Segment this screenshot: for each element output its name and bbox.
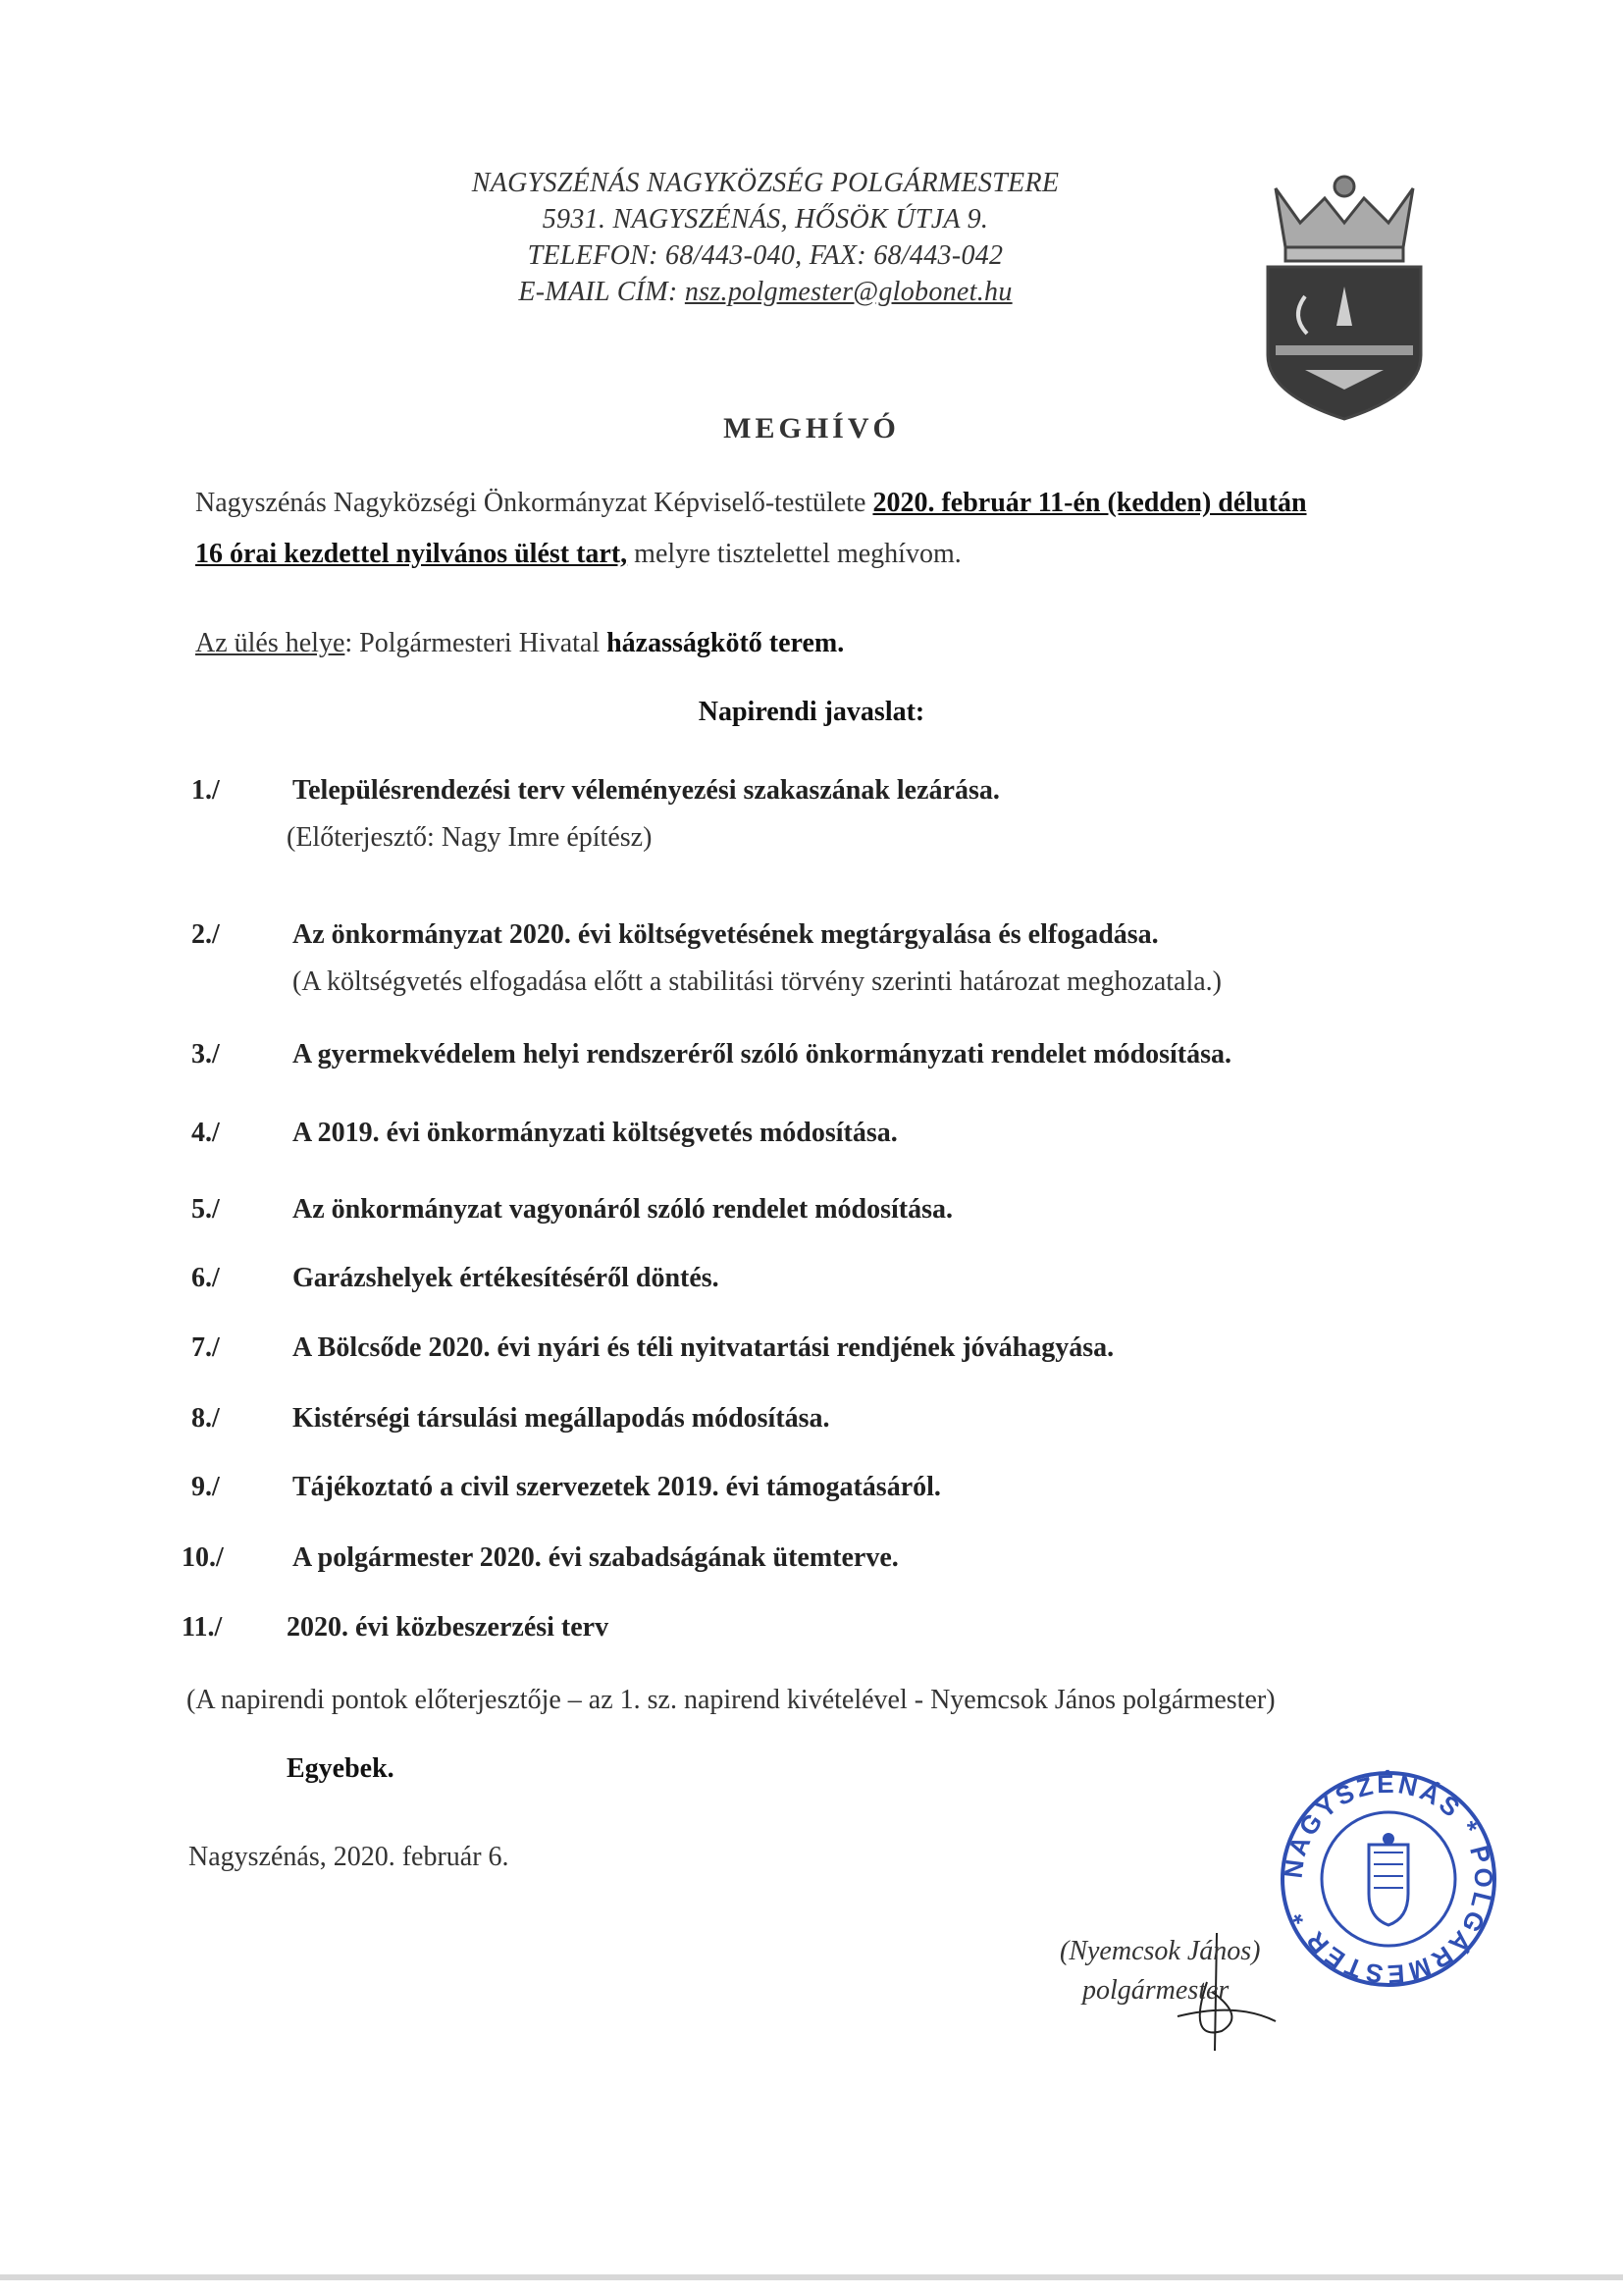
signature-role: polgármester — [1082, 1975, 1230, 2006]
intro-line2 — [195, 539, 962, 570]
letterhead-email-line — [373, 274, 1158, 310]
agenda-num: 3./ — [191, 1039, 220, 1070]
email-link[interactable]: nsz.polgmester@globonet.hu — [684, 277, 1013, 307]
page-title: MEGHÍVÓ — [723, 412, 900, 444]
agenda-item-sub: (A költségvetés elfogadása előtt a stabilitási törvény szerinti határozat meghozatala.) — [292, 966, 1222, 997]
agenda-item: A polgármester 2020. évi szabadságának ütemterve. — [292, 1542, 899, 1573]
agenda-item-sub: (Előterjesztő: Nagy Imre építész) — [287, 822, 653, 853]
intro-date: 2020. február 11-én (kedden) délután — [872, 488, 1307, 518]
letterhead-line2: 5931. NAGYSZÉNÁS, HŐSÖK ÚTJA 9. — [542, 204, 989, 235]
coat-of-arms-icon — [1246, 169, 1442, 424]
agenda-num: 8./ — [191, 1403, 220, 1434]
venue-text: : Polgármesteri Hivatal — [344, 628, 607, 658]
agenda-num: 7./ — [191, 1332, 220, 1363]
letterhead — [373, 165, 1158, 310]
presenter-note: (A napirendi pontok előterjesztője – az 1. sz. napirend kivételével - Nyemcsok János polgármester) — [186, 1685, 1276, 1715]
stamp-text: NAGYSZÉNÁS * POLGÁRMESTER * — [1278, 1768, 1499, 1990]
agenda-num: 1./ — [191, 775, 220, 806]
agenda-heading: Napirendi javaslat: — [698, 697, 925, 727]
agenda-num: 9./ — [191, 1472, 220, 1502]
agenda-item: Az önkormányzat vagyonáról szóló rendelet módosítása. — [292, 1194, 953, 1225]
agenda-num: 4./ — [191, 1118, 220, 1148]
intro-part2: melyre tisztelettel meghívom. — [627, 539, 962, 569]
agenda-item: Garázshelyek értékesítéséről döntés. — [292, 1263, 719, 1293]
venue-room: házasságkötő terem. — [606, 628, 845, 658]
official-stamp-icon — [1276, 1766, 1501, 1992]
letterhead-line3: TELEFON: 68/443-040, FAX: 68/443-042 — [527, 240, 1004, 271]
letterhead-line1: NAGYSZÉNÁS NAGYKÖZSÉG POLGÁRMESTERE — [471, 168, 1060, 198]
signature-name: (Nyemcsok János) — [1060, 1936, 1261, 1966]
venue — [195, 628, 844, 659]
agenda-item: A gyermekvédelem helyi rendszeréről szóló önkormányzati rendelet módosítása. — [292, 1039, 1232, 1070]
agenda-item: Az önkormányzat 2020. évi költségvetésének megtárgyalása és elfogadása. — [292, 919, 1159, 950]
intro-line1 — [195, 488, 1307, 519]
agenda-num: 6./ — [191, 1263, 220, 1293]
place-date: Nagyszénás, 2020. február 6. — [188, 1842, 509, 1872]
agenda-item: A Bölcsőde 2020. évi nyári és téli nyitvatartási rendjének jóváhagyása. — [292, 1332, 1115, 1363]
agenda-num: 10./ — [182, 1542, 224, 1573]
agenda-item: Településrendezési terv véleményezési szakaszának lezárása. — [292, 775, 1000, 806]
venue-label: Az ülés helye — [195, 628, 345, 658]
agenda-num: 2./ — [191, 919, 220, 950]
other-item: Egyebek. — [287, 1753, 394, 1784]
email-label: E-MAIL CÍM: — [518, 277, 685, 307]
agenda-item: 2020. évi közbeszerzési terv — [287, 1612, 609, 1643]
svg-text:NAGYSZÉNÁS * POLGÁRMESTER * — [1279, 1769, 1499, 1990]
agenda-item: A 2019. évi önkormányzati költségvetés módosítása. — [292, 1118, 898, 1148]
intro-time: 16 órai kezdettel nyilvános ülést tart, — [195, 539, 628, 569]
agenda-item: Tájékoztató a civil szervezetek 2019. évi támogatásáról. — [292, 1472, 941, 1502]
agenda-num: 11./ — [182, 1612, 223, 1643]
intro-part1: Nagyszénás Nagyközségi Önkormányzat Képviselő-testülete — [195, 488, 873, 518]
agenda-item: Kistérségi társulási megállapodás módosítása. — [292, 1403, 830, 1434]
agenda-num: 5./ — [191, 1194, 220, 1225]
scan-edge-divider — [0, 2274, 1623, 2280]
